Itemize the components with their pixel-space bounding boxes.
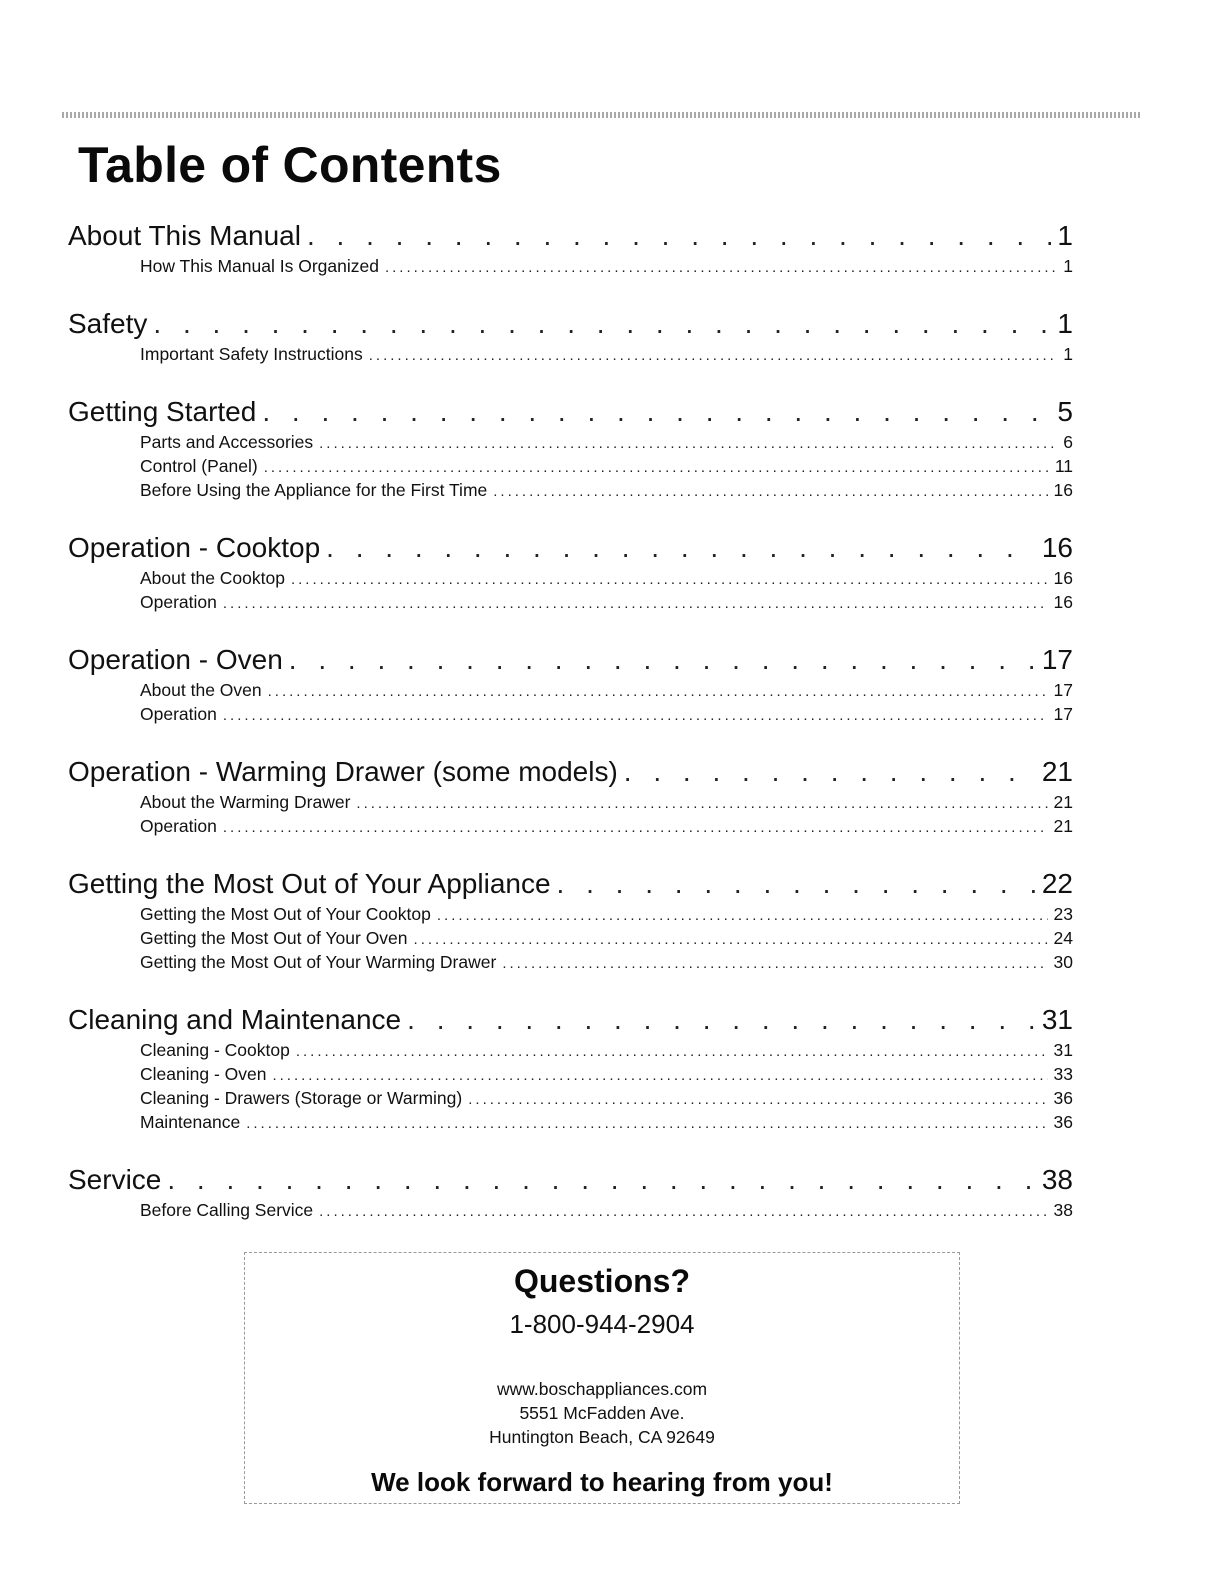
dot-leader: [493, 480, 1047, 504]
toc-entry[interactable]: [68, 866, 1073, 902]
toc-section: [68, 530, 1073, 614]
toc-subentry[interactable]: [68, 1198, 1073, 1222]
dot-leader: [307, 218, 1051, 254]
toc-entry[interactable]: [68, 394, 1073, 430]
toc-section: [68, 394, 1073, 502]
toc-subentry[interactable]: [68, 478, 1073, 502]
table-of-contents: [68, 218, 1073, 1250]
toc-subentry-page: 17: [1053, 680, 1073, 700]
toc-subentry-page: 33: [1053, 1064, 1073, 1084]
toc-subentry-title: Before Calling Service: [140, 1200, 314, 1220]
toc-subentry-page: 6: [1063, 432, 1073, 452]
toc-subentry[interactable]: [68, 590, 1073, 614]
toc-entry-title: Operation - Warming Drawer (some models): [68, 756, 618, 787]
toc-entry-page: 21: [1041, 756, 1073, 787]
closing-message: We look forward to hearing from you!: [371, 1467, 833, 1497]
toc-subentry-title: Operation: [140, 592, 217, 612]
toc-subentry-page: 23: [1053, 904, 1073, 924]
dot-leader: [437, 904, 1048, 928]
toc-subentry-page: 16: [1053, 480, 1073, 500]
toc-entry-page: 22: [1041, 868, 1073, 899]
toc-subentry[interactable]: [68, 342, 1073, 366]
toc-subentry[interactable]: [68, 1062, 1073, 1086]
toc-section: [68, 218, 1073, 278]
toc-subentry-page: 21: [1053, 816, 1073, 836]
toc-entry-title: Getting the Most Out of Your Appliance: [68, 868, 551, 899]
dot-leader: [272, 1064, 1047, 1088]
toc-section: [68, 1162, 1073, 1222]
toc-subentry-page: 21: [1053, 792, 1073, 812]
toc-subentry-title: Operation: [140, 816, 217, 836]
toc-entry-title: Operation - Cooktop: [68, 532, 321, 563]
dot-leader: [296, 1040, 1048, 1064]
address-block: [245, 1377, 959, 1449]
questions-heading: Questions?: [513, 1263, 690, 1299]
toc-entry-page: 16: [1041, 532, 1073, 563]
toc-subentry-title: Parts and Accessories: [140, 432, 314, 452]
dot-leader: [153, 306, 1051, 342]
toc-entry-page: 17: [1041, 644, 1073, 675]
toc-subentry[interactable]: [68, 1086, 1073, 1110]
toc-subentry-title: Getting the Most Out of Your Cooktop: [140, 904, 431, 924]
header-rule: [62, 112, 1140, 118]
toc-subentry-title: About the Oven: [140, 680, 262, 700]
toc-subentry-title: Operation: [140, 704, 217, 724]
toc-subentry-title: Getting the Most Out of Your Warming Drawer: [140, 952, 497, 972]
toc-subentry-page: 31: [1053, 1040, 1073, 1060]
toc-subentry-page: 24: [1053, 928, 1073, 948]
toc-entry-title: Operation - Oven: [68, 644, 283, 675]
dot-leader: [291, 568, 1048, 592]
toc-entry-title: Safety: [68, 308, 148, 339]
toc-subentry[interactable]: [68, 790, 1073, 814]
dot-leader: [289, 642, 1036, 678]
toc-entry-page: 1: [1057, 308, 1073, 339]
dot-leader: [246, 1112, 1047, 1136]
toc-subentry-page: 16: [1053, 592, 1073, 612]
toc-subentry-title: About the Warming Drawer: [140, 792, 351, 812]
page-title: Table of Contents: [78, 137, 502, 193]
toc-entry[interactable]: [68, 1002, 1073, 1038]
toc-subentry[interactable]: [68, 254, 1073, 278]
street-address: 5551 McFadden Ave.: [519, 1403, 685, 1423]
toc-subentry[interactable]: [68, 926, 1073, 950]
toc-entry-page: 31: [1041, 1004, 1073, 1035]
dot-leader: [326, 530, 1036, 566]
dot-leader: [264, 456, 1049, 480]
toc-subentry[interactable]: [68, 1110, 1073, 1134]
toc-entry-title: Service: [68, 1164, 162, 1195]
toc-subentry-page: 1: [1063, 344, 1073, 364]
toc-subentry-page: 36: [1053, 1112, 1073, 1132]
toc-subentry-title: Cleaning - Drawers (Storage or Warming): [140, 1088, 463, 1108]
dot-leader: [369, 344, 1058, 368]
toc-subentry-title: Getting the Most Out of Your Oven: [140, 928, 408, 948]
toc-section: [68, 754, 1073, 838]
toc-subentry-title: Cleaning - Oven: [140, 1064, 267, 1084]
toc-section: [68, 866, 1073, 974]
toc-subentry-page: 36: [1053, 1088, 1073, 1108]
toc-subentry[interactable]: [68, 814, 1073, 838]
toc-entry[interactable]: [68, 306, 1073, 342]
toc-subentry[interactable]: [68, 950, 1073, 974]
toc-subentry-title: Cleaning - Cooktop: [140, 1040, 290, 1060]
dot-leader: [223, 592, 1048, 616]
dot-leader: [557, 866, 1036, 902]
toc-entry-title: About This Manual: [68, 220, 301, 251]
dot-leader: [356, 792, 1047, 816]
dot-leader: [319, 1200, 1047, 1224]
toc-entry-page: 38: [1041, 1164, 1073, 1195]
toc-subentry-title: Before Using the Appliance for the First Time: [140, 480, 488, 500]
toc-entry-title: Getting Started: [68, 396, 257, 427]
dot-leader: [624, 754, 1036, 790]
toc-subentry[interactable]: [68, 702, 1073, 726]
toc-entry[interactable]: [68, 218, 1073, 254]
toc-subentry[interactable]: [68, 1038, 1073, 1062]
toc-entry[interactable]: [68, 530, 1073, 566]
dot-leader: [167, 1162, 1035, 1198]
phone-number[interactable]: 1-800-944-2904: [509, 1309, 695, 1339]
toc-section: [68, 1002, 1073, 1134]
toc-section: [68, 642, 1073, 726]
dot-leader: [468, 1088, 1047, 1112]
toc-subentry[interactable]: [68, 566, 1073, 590]
dot-leader: [414, 928, 1048, 952]
website-link[interactable]: www.boschappliances.com: [496, 1379, 708, 1399]
dot-leader: [502, 952, 1047, 976]
toc-subentry[interactable]: [68, 678, 1073, 702]
dot-leader: [385, 256, 1057, 280]
toc-subentry-title: About the Cooktop: [140, 568, 285, 588]
toc-subentry-title: Control (Panel): [140, 456, 258, 476]
toc-subentry-page: 30: [1053, 952, 1073, 972]
toc-subentry[interactable]: [68, 430, 1073, 454]
dot-leader: [223, 816, 1048, 840]
dot-leader: [268, 680, 1048, 704]
toc-subentry-page: 17: [1053, 704, 1073, 724]
dot-leader: [407, 1002, 1036, 1038]
toc-subentry-page: 1: [1063, 256, 1073, 276]
toc-subentry[interactable]: [68, 902, 1073, 926]
toc-subentry-title: Important Safety Instructions: [140, 344, 363, 364]
toc-entry[interactable]: [68, 754, 1073, 790]
dot-leader: [223, 704, 1048, 728]
toc-subentry-title: How This Manual Is Organized: [140, 256, 379, 276]
contact-box: [244, 1252, 960, 1504]
dot-leader: [319, 432, 1057, 456]
toc-subentry[interactable]: [68, 454, 1073, 478]
toc-entry[interactable]: [68, 1162, 1073, 1198]
toc-entry[interactable]: [68, 642, 1073, 678]
toc-subentry-page: 38: [1053, 1200, 1073, 1220]
toc-subentry-page: 11: [1054, 456, 1073, 476]
city-address: Huntington Beach, CA 92649: [489, 1427, 715, 1447]
toc-entry-title: Cleaning and Maintenance: [68, 1004, 402, 1035]
dot-leader: [262, 394, 1051, 430]
toc-entry-page: 5: [1057, 396, 1073, 427]
toc-entry-page: 1: [1057, 220, 1073, 251]
toc-section: [68, 306, 1073, 366]
toc-subentry-page: 16: [1053, 568, 1073, 588]
toc-subentry-title: Maintenance: [140, 1112, 241, 1132]
